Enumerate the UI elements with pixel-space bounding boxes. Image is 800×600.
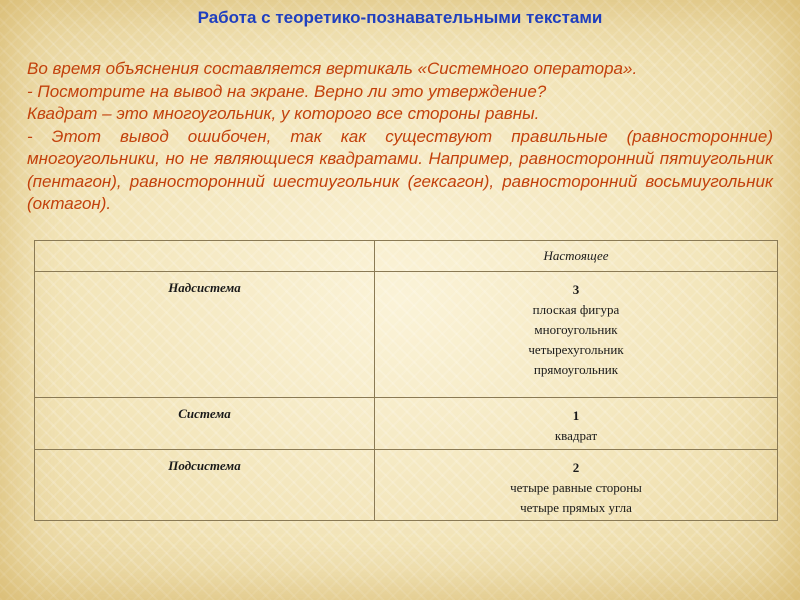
row-label: Система xyxy=(35,398,375,450)
row-label: Надсистема xyxy=(35,272,375,398)
table-row xyxy=(35,272,778,398)
system-operator-table xyxy=(34,240,778,520)
row-number: 3 xyxy=(572,282,580,297)
row-line: четырехугольник xyxy=(528,342,624,357)
row-label: Подсистема xyxy=(35,450,375,521)
row-line: четыре прямых угла xyxy=(520,500,632,515)
explanation-text xyxy=(27,58,773,216)
row-line: плоская фигура xyxy=(532,302,620,317)
paragraph-question: - Посмотрите на вывод на экране. Верно ли это утверждение? xyxy=(27,81,547,101)
row-content xyxy=(375,398,778,450)
header-cell-empty xyxy=(35,241,375,272)
table-header-row xyxy=(35,241,778,272)
row-content xyxy=(375,450,778,521)
row-line: многоугольник xyxy=(534,322,618,337)
row-line: четыре равные стороны xyxy=(510,480,642,495)
table xyxy=(34,240,778,521)
row-number: 1 xyxy=(572,408,580,423)
row-number: 2 xyxy=(572,460,580,475)
paragraph-statement: Квадрат – это многоугольник, у которого все стороны равны. xyxy=(27,104,540,123)
paragraph-answer: - Этот вывод ошибочен, так как существуют правильные (равносторонние) многоугольники, но не являющиеся квадратами. Например, равносторонний пятиугольник (пентагон), равносторонний шестиугольник (гексагон), равносторонний восьмиугольник (октагон). xyxy=(27,126,773,213)
paragraph-intro: Во время объяснения составляется вертикаль «Системного оператора». xyxy=(27,59,638,78)
table-row xyxy=(35,450,778,521)
row-line: прямоугольник xyxy=(533,362,619,377)
row-line: квадрат xyxy=(554,428,598,443)
row-content xyxy=(375,272,778,398)
header-cell-present: Настоящее xyxy=(375,241,778,272)
page-title: Работа с теоретико-познавательными текстами xyxy=(197,8,603,27)
table-row xyxy=(35,398,778,450)
